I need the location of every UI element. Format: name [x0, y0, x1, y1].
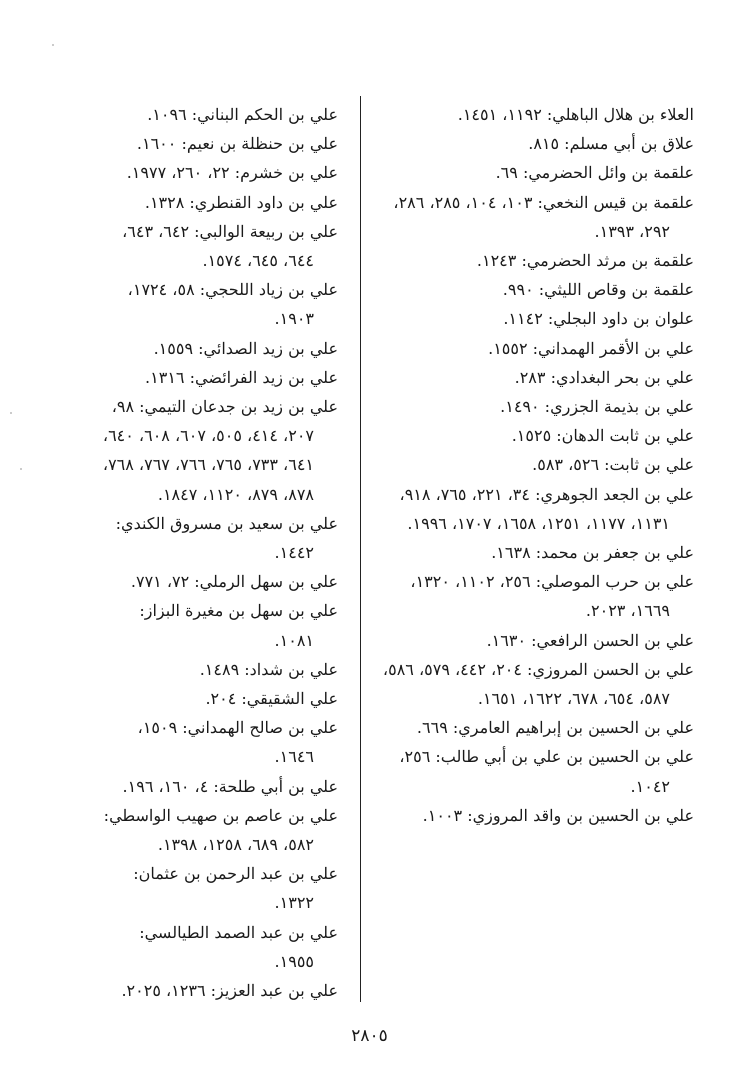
index-entry: علي بن جعفر بن محمد: ١٦٣٨.	[491, 543, 694, 563]
column-divider	[360, 96, 361, 1002]
index-entry: علي بن الجعد الجوهري: ٣٤، ٢٢١، ٧٦٥، ٩١٨، ١١٣١، ١١٧٧، ١٢٥١، ١٦٥٨، ١٧٠٧، ١٩٩٦.	[399, 484, 694, 533]
index-entry: علي بن سهل الرملي: ٧٢، ٧٧١.	[130, 572, 338, 592]
index-entry: علي بن أبي طلحة: ٤، ١٦٠، ١٩٦.	[122, 776, 338, 796]
index-entry: العلاء بن هلال الباهلي: ١١٩٢، ١٤٥١.	[457, 105, 694, 124]
index-entry: علوان بن داود البجلي: ١١٤٢.	[503, 309, 694, 329]
index-entry: علي بن بذيمة الجزري: ١٤٩٠.	[500, 397, 694, 417]
index-entry: علقمة بن قيس النخعي: ١٠٣، ١٠٤، ٢٨٥، ٢٨٦، ٢٩٢، ١٣٩٣.	[393, 192, 694, 241]
index-entry: علي بن صالح الهمداني: ١٥٠٩، ١٦٤٦.	[137, 718, 338, 767]
index-entry: علقمة بن وقاص الليثي: ٩٩٠.	[502, 280, 694, 300]
index-entry: علي بن الحسين بن علي بن أبي طالب: ٢٥٦، ١٠٤٢.	[399, 747, 694, 796]
index-entry: علقمة بن وائل الحضرمي: ٦٩.	[495, 163, 694, 183]
index-entry: علاق بن أبي مسلم: ٨١٥.	[528, 134, 694, 154]
index-entry: علي بن عبد الرحمن بن عثمان: ١٣٢٢.	[133, 864, 338, 913]
index-entry: علي بن داود القنطري: ١٣٢٨.	[144, 192, 338, 212]
index-entry: علي بن ربيعة الوالبي: ٦٤٢، ٦٤٣، ٦٤٤، ٦٤٥، ١٥٧٤.	[122, 221, 338, 271]
index-entry: علي بن عبد العزيز: ١٢٣٦، ٢٠٢٥.	[121, 981, 338, 1001]
index-entry: علي بن حنظلة بن نعيم: ١٦٠٠.	[136, 134, 338, 154]
index-column-left	[100, 100, 338, 1005]
index-entry: علي بن الحسين بن إبراهيم العامري: ٦٦٩.	[416, 718, 694, 738]
index-entry: علي بن زيد الصدائي: ١٥٥٩.	[153, 338, 338, 358]
index-entry: علي بن الحسين بن واقد المروزي: ١٠٠٣.	[422, 805, 694, 825]
scan-speck	[52, 44, 54, 46]
index-entry: علي بن زيد بن جدعان التيمي: ٩٨، ٢٠٧، ٤١٤، ٥٠٥، ٦٠٧، ٦٠٨، ٦٤٠، ٦٤١، ٧٣٣، ٧٦٥، ٧٦٦، ٧٦٧، ٧٦٨، ٨٧٨، ٨٧٩، ١١٢٠، ١٨٤٧.	[102, 397, 338, 504]
index-entry: علي بن خشرم: ٢٢، ٢٦٠، ١٩٧٧.	[126, 163, 338, 183]
index-entry: علي بن بحر البغدادي: ٢٨٣.	[514, 367, 694, 387]
index-entry: علي بن سهل بن مغيرة البزاز: ١٠٨١.	[139, 601, 338, 650]
scan-speck	[20, 468, 22, 470]
index-entry: علي بن شداد: ١٤٨٩.	[199, 659, 338, 679]
index-entry: علي بن ثابت الدهان: ١٥٢٥.	[511, 426, 694, 446]
index-entry: علي بن عبد الصمد الطيالسي: ١٩٥٥.	[139, 922, 338, 971]
index-entry: علي بن الحسن المروزي: ٢٠٤، ٤٤٢، ٥٧٩، ٥٨٦، ٥٨٧، ٦٥٤، ٦٧٨، ١٦٢٢، ١٦٥١.	[382, 659, 694, 709]
index-entry: علي الشقيقي: ٢٠٤.	[205, 689, 338, 709]
index-entry: علي بن الحسن الرافعي: ١٦٣٠.	[486, 630, 694, 650]
index-entry: علي بن الحكم البناني: ١٠٩٦.	[147, 105, 338, 124]
index-entry: علي بن حرب الموصلي: ٢٥٦، ١١٠٢، ١٣٢٠، ١٦٦٩، ٢٠٢٣.	[410, 572, 694, 621]
index-entry: علي بن زيد الفرائضي: ١٣١٦.	[145, 367, 338, 387]
page-number: ٢٨٠٥	[351, 1026, 388, 1046]
index-entry: علقمة بن مرثد الحضرمي: ١٢٤٣.	[476, 251, 694, 271]
scan-speck	[10, 412, 12, 414]
index-entry: علي بن عاصم بن صهيب الواسطي: ٥٨٢، ٦٨٩، ١٢٥٨، ١٣٩٨.	[103, 805, 338, 855]
index-entry: علي بن زياد اللحجي: ٥٨، ١٧٢٤، ١٩٠٣.	[127, 280, 338, 329]
index-column-right	[378, 100, 694, 830]
index-entry: علي بن سعيد بن مسروق الكندي: ١٤٤٢.	[115, 513, 338, 563]
index-entry: علي بن الأقمر الهمداني: ١٥٥٢.	[488, 338, 694, 358]
index-entry: علي بن ثابت: ٥٢٦، ٥٨٣.	[532, 455, 694, 475]
